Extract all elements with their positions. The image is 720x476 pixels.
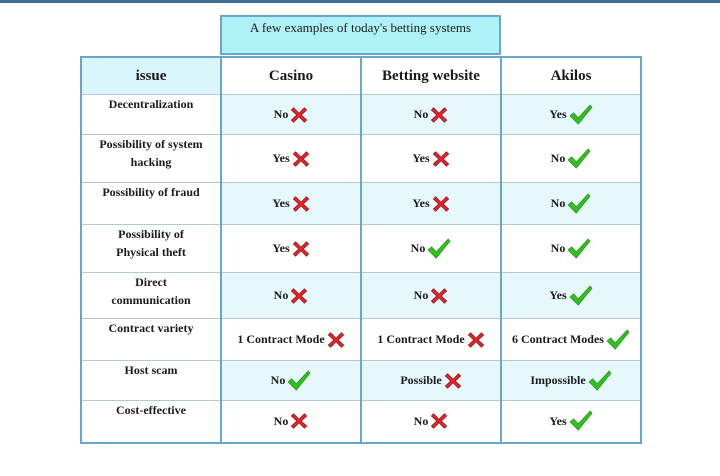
- cell-value: Yes: [272, 241, 290, 255]
- cell-value: Yes: [549, 288, 567, 302]
- issue-line: Decentralization: [108, 97, 194, 111]
- akilos-cell: [501, 319, 641, 361]
- betting-website-cell: [361, 273, 501, 319]
- cell-value: No: [550, 151, 566, 165]
- cross-icon: [432, 195, 450, 213]
- cross-icon: [292, 240, 310, 258]
- cell-value: No: [273, 288, 289, 302]
- table-row: [81, 183, 641, 225]
- check-icon: [567, 193, 591, 215]
- issue-line: Physical theft: [116, 245, 186, 259]
- row-issue-label: [81, 361, 221, 401]
- cell-value: Yes: [549, 413, 567, 428]
- check-icon: [569, 285, 593, 307]
- cross-icon: [290, 287, 308, 305]
- check-icon: [606, 329, 630, 351]
- casino-cell: [221, 319, 361, 361]
- cross-icon: [327, 331, 345, 349]
- betting-website-cell: [361, 319, 501, 361]
- row-issue-label: [81, 225, 221, 273]
- casino-cell: [221, 95, 361, 135]
- betting-website-cell: [361, 361, 501, 401]
- betting-website-cell: [361, 183, 501, 225]
- cell-value: No: [410, 241, 426, 255]
- betting-website-cell: [361, 225, 501, 273]
- akilos-cell: [501, 273, 641, 319]
- check-icon: [427, 238, 451, 260]
- akilos-cell: [501, 225, 641, 273]
- cell-value: Yes: [272, 196, 290, 210]
- casino-cell: [221, 401, 361, 443]
- row-issue-label: [81, 319, 221, 361]
- issue-line: hacking: [130, 155, 172, 169]
- cross-icon: [292, 195, 310, 213]
- table-row: [81, 135, 641, 183]
- casino-cell: [221, 225, 361, 273]
- casino-cell: [221, 135, 361, 183]
- cell-value: No: [550, 196, 566, 210]
- cell-value: 1 Contract Mode: [377, 332, 465, 346]
- issue-line: Possibility of fraud: [102, 185, 200, 199]
- cross-icon: [290, 106, 308, 124]
- akilos-cell: [501, 135, 641, 183]
- issue-line: Host scam: [124, 363, 178, 377]
- cell-value: No: [413, 413, 429, 428]
- cross-icon: [430, 106, 448, 124]
- row-issue-label: [81, 401, 221, 443]
- row-issue-label: [81, 95, 221, 135]
- cell-value: Possible: [400, 373, 442, 387]
- casino-cell: [221, 361, 361, 401]
- casino-cell: [221, 183, 361, 225]
- cross-icon: [467, 331, 485, 349]
- cell-value: Yes: [272, 151, 290, 165]
- table-row: [81, 319, 641, 361]
- check-icon: [567, 238, 591, 260]
- header-akilos: Akilos: [501, 57, 641, 95]
- issue-line: Possibility of system: [99, 137, 203, 151]
- cell-value: Impossible: [530, 373, 586, 387]
- issue-line: Direct: [135, 275, 167, 289]
- issue-line: communication: [111, 293, 191, 307]
- cell-value: Yes: [412, 196, 430, 210]
- akilos-cell: [501, 183, 641, 225]
- cell-value: No: [550, 241, 566, 255]
- akilos-cell: [501, 361, 641, 401]
- cell-value: Yes: [412, 151, 430, 165]
- cell-value: No: [270, 373, 286, 387]
- cross-icon: [290, 412, 308, 430]
- check-icon: [588, 370, 612, 392]
- table-row: [81, 361, 641, 401]
- check-icon: [287, 370, 311, 392]
- check-icon: [567, 148, 591, 170]
- akilos-cell: [501, 95, 641, 135]
- table-row: [81, 273, 641, 319]
- header-betting-website: Betting website: [361, 57, 501, 95]
- betting-website-cell: [361, 95, 501, 135]
- top-divider: [0, 0, 720, 3]
- cross-icon: [444, 372, 462, 390]
- issue-line: Cost-effective: [116, 403, 186, 417]
- cell-value: 1 Contract Mode: [237, 332, 325, 346]
- table-caption: A few examples of today's betting systems: [220, 15, 501, 55]
- cross-icon: [432, 150, 450, 168]
- cell-value: 6 Contract Modes: [512, 332, 604, 346]
- betting-website-cell: [361, 135, 501, 183]
- table-row: [81, 225, 641, 273]
- cross-icon: [430, 287, 448, 305]
- cross-icon: [430, 412, 448, 430]
- akilos-cell: [501, 401, 641, 443]
- check-icon: [569, 104, 593, 126]
- cross-icon: [292, 150, 310, 168]
- table-row: [81, 401, 641, 443]
- row-issue-label: [81, 183, 221, 225]
- table-row: [81, 95, 641, 135]
- cell-value: No: [413, 288, 429, 302]
- row-issue-label: [81, 273, 221, 319]
- betting-website-cell: [361, 401, 501, 443]
- cell-value: No: [273, 107, 289, 121]
- cell-value: Yes: [549, 107, 567, 121]
- comparison-table: [80, 56, 642, 444]
- header-casino: Casino: [221, 57, 361, 95]
- header-issue: issue: [81, 57, 221, 95]
- casino-cell: [221, 273, 361, 319]
- issue-line: Possibility of: [118, 227, 184, 241]
- cell-value: No: [273, 413, 289, 428]
- issue-line: Contract variety: [108, 321, 194, 335]
- row-issue-label: [81, 135, 221, 183]
- cell-value: No: [413, 107, 429, 121]
- check-icon: [569, 410, 593, 432]
